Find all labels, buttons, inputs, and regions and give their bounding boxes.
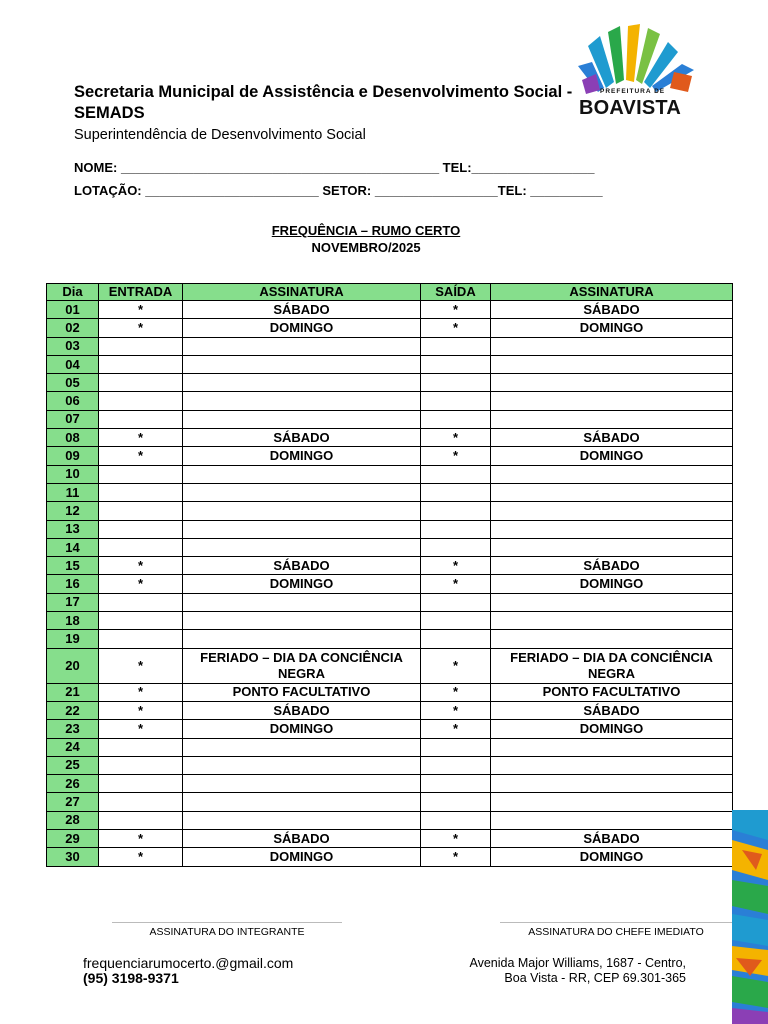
table-row xyxy=(47,465,733,483)
address xyxy=(469,956,686,986)
cell-saida xyxy=(421,483,491,501)
cell-assinatura-entrada: DOMINGO xyxy=(183,848,421,866)
cell-entrada: * xyxy=(99,319,183,337)
cell-dia: 30 xyxy=(47,848,99,866)
address-line-1: Avenida Major Williams, 1687 - Centro, xyxy=(469,956,686,970)
table-row xyxy=(47,502,733,520)
col-header-entrada: ENTRADA xyxy=(99,284,183,301)
cell-dia: 01 xyxy=(47,301,99,319)
cell-dia: 02 xyxy=(47,319,99,337)
cell-entrada: * xyxy=(99,575,183,593)
cell-saida xyxy=(421,392,491,410)
table-row xyxy=(47,392,733,410)
cell-assinatura-entrada[interactable] xyxy=(183,756,421,774)
table-row xyxy=(47,756,733,774)
cell-assinatura-entrada[interactable] xyxy=(183,355,421,373)
cell-dia: 22 xyxy=(47,701,99,719)
cell-entrada xyxy=(99,756,183,774)
cell-assinatura-entrada: SÁBADO xyxy=(183,557,421,575)
cell-dia: 08 xyxy=(47,429,99,447)
cell-assinatura-saida[interactable] xyxy=(491,775,733,793)
col-header-saida: SAÍDA xyxy=(421,284,491,301)
cell-entrada xyxy=(99,811,183,829)
cell-entrada xyxy=(99,355,183,373)
cell-entrada xyxy=(99,410,183,428)
cell-entrada: * xyxy=(99,447,183,465)
cell-assinatura-entrada[interactable] xyxy=(183,374,421,392)
cell-assinatura-saida: SÁBADO xyxy=(491,429,733,447)
cell-saida xyxy=(421,593,491,611)
cell-saida: * xyxy=(421,720,491,738)
signature-chefe[interactable] xyxy=(500,922,732,938)
cell-saida xyxy=(421,374,491,392)
cell-assinatura-saida[interactable] xyxy=(491,392,733,410)
contact-phone: (95) 3198-9371 xyxy=(83,970,179,986)
col-header-assinatura: ASSINATURA xyxy=(183,284,421,301)
org-subtitle: Superintendência de Desenvolvimento Social xyxy=(74,127,366,143)
cell-assinatura-entrada: SÁBADO xyxy=(183,429,421,447)
cell-assinatura-saida: SÁBADO xyxy=(491,301,733,319)
cell-assinatura-entrada[interactable] xyxy=(183,538,421,556)
cell-saida: * xyxy=(421,429,491,447)
table-row xyxy=(47,720,733,738)
cell-assinatura-saida[interactable] xyxy=(491,593,733,611)
cell-assinatura-entrada: FERIADO – DIA DA CONCIÊNCIA NEGRA xyxy=(183,648,421,683)
cell-entrada xyxy=(99,538,183,556)
cell-saida: * xyxy=(421,319,491,337)
cell-assinatura-saida: SÁBADO xyxy=(491,701,733,719)
cell-assinatura-entrada[interactable] xyxy=(183,612,421,630)
cell-assinatura-entrada[interactable] xyxy=(183,630,421,648)
cell-saida xyxy=(421,410,491,428)
table-row xyxy=(47,612,733,630)
cell-saida xyxy=(421,612,491,630)
cell-dia: 14 xyxy=(47,538,99,556)
cell-assinatura-saida: FERIADO – DIA DA CONCIÊNCIA NEGRA xyxy=(491,648,733,683)
cell-assinatura-saida: SÁBADO xyxy=(491,557,733,575)
cell-saida: * xyxy=(421,848,491,866)
cell-saida xyxy=(421,630,491,648)
cell-assinatura-saida[interactable] xyxy=(491,811,733,829)
table-row xyxy=(47,483,733,501)
cell-assinatura-saida[interactable] xyxy=(491,538,733,556)
cell-saida: * xyxy=(421,575,491,593)
table-header-row xyxy=(47,284,733,301)
signature-line xyxy=(112,922,342,923)
cell-assinatura-entrada[interactable] xyxy=(183,738,421,756)
cell-assinatura-saida: DOMINGO xyxy=(491,720,733,738)
cell-dia: 04 xyxy=(47,355,99,373)
cell-assinatura-saida: PONTO FACULTATIVO xyxy=(491,683,733,701)
cell-assinatura-saida[interactable] xyxy=(491,738,733,756)
cell-entrada: * xyxy=(99,830,183,848)
col-header-assinatura-saida: ASSINATURA xyxy=(491,284,733,301)
cell-saida xyxy=(421,793,491,811)
cell-dia: 06 xyxy=(47,392,99,410)
cell-assinatura-saida[interactable] xyxy=(491,355,733,373)
cell-saida xyxy=(421,465,491,483)
lotacao-setor-field[interactable]: LOTAÇÃO: ________________________ SETOR: _________________TEL: __________ xyxy=(74,183,603,198)
cell-dia: 05 xyxy=(47,374,99,392)
cell-assinatura-saida[interactable] xyxy=(491,756,733,774)
cell-assinatura-entrada: DOMINGO xyxy=(183,319,421,337)
table-row xyxy=(47,793,733,811)
cell-assinatura-saida[interactable] xyxy=(491,612,733,630)
cell-assinatura-saida[interactable] xyxy=(491,337,733,355)
cell-assinatura-entrada[interactable] xyxy=(183,392,421,410)
table-row xyxy=(47,593,733,611)
table-row xyxy=(47,319,733,337)
table-row xyxy=(47,738,733,756)
cell-assinatura-saida[interactable] xyxy=(491,465,733,483)
cell-assinatura-entrada[interactable] xyxy=(183,337,421,355)
cell-saida xyxy=(421,355,491,373)
cell-dia: 17 xyxy=(47,593,99,611)
cell-entrada xyxy=(99,392,183,410)
cell-saida: * xyxy=(421,447,491,465)
table-row xyxy=(47,848,733,866)
table-row xyxy=(47,630,733,648)
cell-assinatura-saida[interactable] xyxy=(491,502,733,520)
cell-entrada xyxy=(99,793,183,811)
signature-label: ASSINATURA DO CHEFE IMEDIATO xyxy=(528,926,704,938)
table-row xyxy=(47,557,733,575)
name-tel-field[interactable]: NOME: ____________________________________________ TEL:_________________ xyxy=(74,160,595,175)
cell-dia: 03 xyxy=(47,337,99,355)
cell-entrada xyxy=(99,337,183,355)
cell-dia: 13 xyxy=(47,520,99,538)
table-row xyxy=(47,830,733,848)
cell-saida xyxy=(421,775,491,793)
cell-dia: 24 xyxy=(47,738,99,756)
table-row xyxy=(47,374,733,392)
form-period: NOVEMBRO/2025 xyxy=(311,240,421,255)
cell-saida xyxy=(421,811,491,829)
cell-assinatura-entrada[interactable] xyxy=(183,410,421,428)
cell-saida xyxy=(421,756,491,774)
cell-assinatura-saida: DOMINGO xyxy=(491,319,733,337)
contact-email: frequenciarumocerto.@gmail.com xyxy=(83,955,294,971)
cell-assinatura-saida[interactable] xyxy=(491,520,733,538)
cell-assinatura-saida[interactable] xyxy=(491,374,733,392)
cell-dia: 20 xyxy=(47,648,99,683)
cell-dia: 09 xyxy=(47,447,99,465)
cell-entrada xyxy=(99,775,183,793)
cell-dia: 26 xyxy=(47,775,99,793)
cell-entrada: * xyxy=(99,683,183,701)
cell-entrada xyxy=(99,502,183,520)
cell-saida xyxy=(421,520,491,538)
cell-assinatura-entrada[interactable] xyxy=(183,793,421,811)
cell-dia: 25 xyxy=(47,756,99,774)
table-row xyxy=(47,520,733,538)
cell-assinatura-saida: DOMINGO xyxy=(491,575,733,593)
attendance-table xyxy=(46,283,733,867)
cell-assinatura-saida[interactable] xyxy=(491,793,733,811)
cell-assinatura-saida[interactable] xyxy=(491,483,733,501)
cell-entrada: * xyxy=(99,648,183,683)
cell-entrada: * xyxy=(99,557,183,575)
cell-assinatura-saida: DOMINGO xyxy=(491,848,733,866)
cell-saida: * xyxy=(421,301,491,319)
cell-assinatura-entrada[interactable] xyxy=(183,483,421,501)
cell-entrada xyxy=(99,738,183,756)
cell-assinatura-entrada[interactable] xyxy=(183,593,421,611)
cell-entrada: * xyxy=(99,848,183,866)
cell-assinatura-saida[interactable] xyxy=(491,630,733,648)
cell-assinatura-entrada[interactable] xyxy=(183,775,421,793)
cell-saida: * xyxy=(421,701,491,719)
cell-assinatura-entrada: DOMINGO xyxy=(183,447,421,465)
table-row xyxy=(47,775,733,793)
signature-integrante[interactable] xyxy=(112,922,342,938)
cell-assinatura-entrada[interactable] xyxy=(183,520,421,538)
cell-saida xyxy=(421,337,491,355)
cell-assinatura-entrada: SÁBADO xyxy=(183,830,421,848)
cell-saida: * xyxy=(421,557,491,575)
cell-dia: 23 xyxy=(47,720,99,738)
table-row xyxy=(47,701,733,719)
cell-saida xyxy=(421,738,491,756)
cell-entrada xyxy=(99,612,183,630)
cell-assinatura-entrada: SÁBADO xyxy=(183,701,421,719)
cell-saida: * xyxy=(421,683,491,701)
cell-saida xyxy=(421,502,491,520)
cell-entrada xyxy=(99,630,183,648)
table-row xyxy=(47,648,733,683)
cell-dia: 07 xyxy=(47,410,99,428)
logo-name: BOAVISTA xyxy=(579,97,681,119)
cell-dia: 19 xyxy=(47,630,99,648)
signature-label: ASSINATURA DO INTEGRANTE xyxy=(149,926,305,938)
cell-dia: 12 xyxy=(47,502,99,520)
cell-assinatura-saida: DOMINGO xyxy=(491,447,733,465)
table-row xyxy=(47,538,733,556)
cell-entrada xyxy=(99,465,183,483)
table-row xyxy=(47,811,733,829)
col-header-dia: Dia xyxy=(47,284,99,301)
cell-dia: 27 xyxy=(47,793,99,811)
cell-entrada xyxy=(99,483,183,501)
table-row xyxy=(47,683,733,701)
cell-assinatura-entrada: PONTO FACULTATIVO xyxy=(183,683,421,701)
cell-entrada: * xyxy=(99,701,183,719)
cell-assinatura-entrada: SÁBADO xyxy=(183,301,421,319)
cell-dia: 15 xyxy=(47,557,99,575)
cell-saida xyxy=(421,538,491,556)
cell-dia: 10 xyxy=(47,465,99,483)
cell-entrada: * xyxy=(99,720,183,738)
cell-entrada: * xyxy=(99,301,183,319)
cell-assinatura-entrada[interactable] xyxy=(183,811,421,829)
cell-assinatura-saida: SÁBADO xyxy=(491,830,733,848)
table-row xyxy=(47,447,733,465)
cell-entrada xyxy=(99,520,183,538)
table-row xyxy=(47,301,733,319)
table-row xyxy=(47,355,733,373)
cell-dia: 21 xyxy=(47,683,99,701)
cell-assinatura-saida[interactable] xyxy=(491,410,733,428)
cell-assinatura-entrada[interactable] xyxy=(183,502,421,520)
table-row xyxy=(47,337,733,355)
cell-saida: * xyxy=(421,648,491,683)
cell-assinatura-entrada[interactable] xyxy=(183,465,421,483)
cell-entrada xyxy=(99,374,183,392)
cell-dia: 16 xyxy=(47,575,99,593)
logo-pre-text: PREFEITURA DE xyxy=(600,88,666,95)
org-title: Secretaria Municipal de Assistência e Desenvolvimento Social - SEMADS xyxy=(74,83,573,122)
cell-dia: 11 xyxy=(47,483,99,501)
cell-assinatura-entrada: DOMINGO xyxy=(183,575,421,593)
table-row xyxy=(47,410,733,428)
cell-assinatura-entrada: DOMINGO xyxy=(183,720,421,738)
cell-entrada xyxy=(99,593,183,611)
decorative-stripe-icon xyxy=(732,810,768,1024)
cell-saida: * xyxy=(421,830,491,848)
signature-line xyxy=(500,922,732,923)
table-row xyxy=(47,575,733,593)
cell-dia: 18 xyxy=(47,612,99,630)
cell-entrada: * xyxy=(99,429,183,447)
address-line-2: Boa Vista - RR, CEP 69.301-365 xyxy=(504,971,686,985)
cell-dia: 28 xyxy=(47,811,99,829)
table-row xyxy=(47,429,733,447)
cell-dia: 29 xyxy=(47,830,99,848)
form-title: FREQUÊNCIA – RUMO CERTO xyxy=(271,223,461,238)
